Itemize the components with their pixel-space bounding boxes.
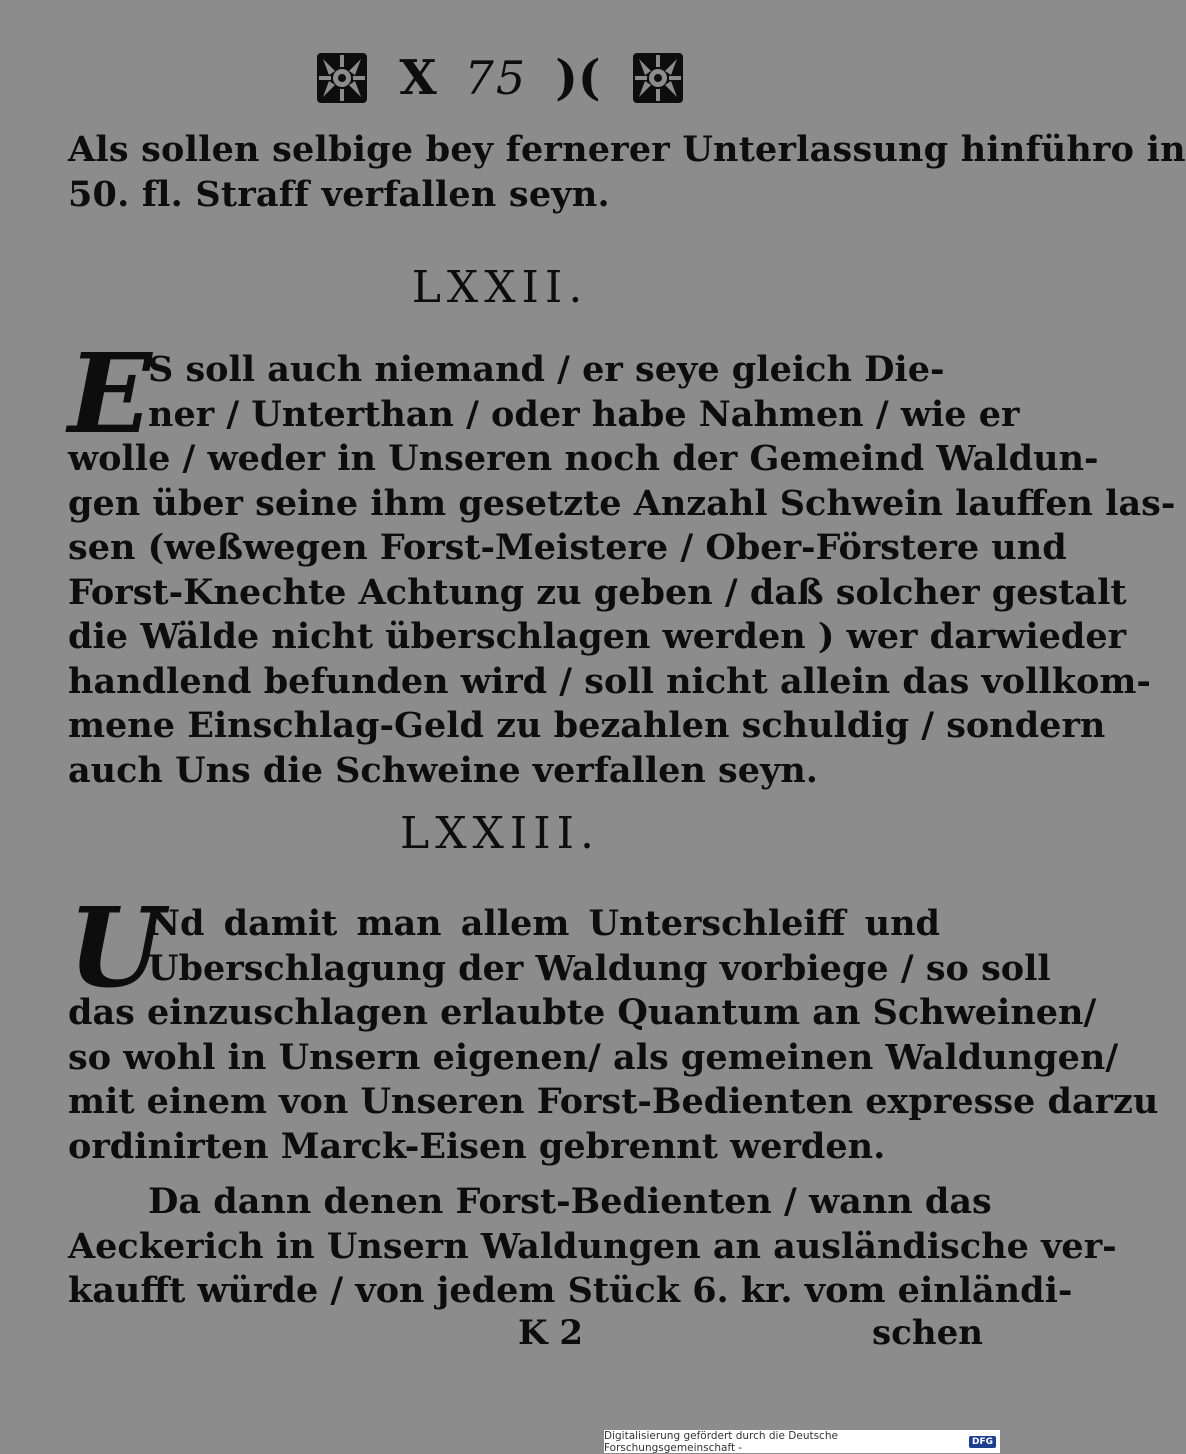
text-line: S soll auch niemand / er seye gleich Die- [148,349,945,390]
text-line: mit einem von Unseren Forst-Bedienten expresse darzu [68,1081,1159,1122]
section-heading-73: LXXIII. [400,808,600,859]
header-bracket-right: )( [555,50,601,106]
text-line: die Wälde nicht überschlagen werden ) wer darwieder [68,616,1127,657]
text-line: so wohl in Unsern eigenen/ als gemeinen Waldungen/ [68,1036,1119,1078]
ornament-right-icon [629,49,687,107]
drop-cap: E [68,329,152,458]
signature-mark: K 2 [518,1313,584,1353]
section-73-paragraph-2 [68,1180,1117,1314]
catchword: schen [872,1313,983,1353]
section-heading-72: LXXII. [411,262,589,313]
credit-text: Digitalisierung gefördert durch die Deutsche Forschungsgemeinschaft - [604,1429,838,1454]
drop-cap: U [68,883,164,1012]
text-line: Nd damit man allem Unterschleiff und [148,903,940,944]
text-line: Als sollen selbige bey fernerer Unterlassung hinführo in [68,129,1186,170]
text-line: Forst-Knechte Achtung zu geben / daß solcher gestalt [68,571,1127,613]
running-head [0,38,1000,118]
text-line: sen (weßwegen Forst-Meistere / Ober-Förstere und [68,527,1067,568]
header-bracket-left: X [399,50,437,106]
text-line: 50. fl. Straff verfallen seyn. [68,173,610,215]
digitization-credit [604,1430,1000,1453]
text-line: kaufft würde / von jedem Stück 6. kr. vom einländi- [68,1270,1073,1311]
text-line: wolle / weder in Unseren noch der Gemeind Waldun- [68,438,1099,479]
page-number: 75 [464,51,528,105]
text-line: mene Einschlag-Geld zu bezahlen schuldig / sondern [68,705,1106,746]
text-line: ordinirten Marck-Eisen gebrennt werden. [68,1125,886,1167]
text-line: Uberschlagung der Waldung vorbiege / so soll [148,947,1051,989]
continuation-text [68,128,1186,217]
section-73-paragraph [68,883,1159,1169]
dfg-logo: DFG [969,1436,996,1448]
text-line: Da dann denen Forst-Bedienten / wann das [148,1181,992,1222]
ornament-left-icon [313,49,371,107]
page-footer [0,1313,1000,1353]
text-line: handlend befunden wird / soll nicht allein das vollkom- [68,660,1151,702]
section-72-paragraph [68,329,1176,793]
text-line: Aeckerich in Unsern Waldungen an ausländische ver- [68,1225,1117,1267]
text-line: auch Uns die Schweine verfallen seyn. [68,749,818,791]
text-line: ner / Unterthan / oder habe Nahmen / wie er [148,393,1020,435]
text-line: gen über seine ihm gesetzte Anzahl Schwein lauffen las- [68,482,1176,524]
text-line: das einzuschlagen erlaubte Quantum an Schweinen/ [68,992,1097,1033]
